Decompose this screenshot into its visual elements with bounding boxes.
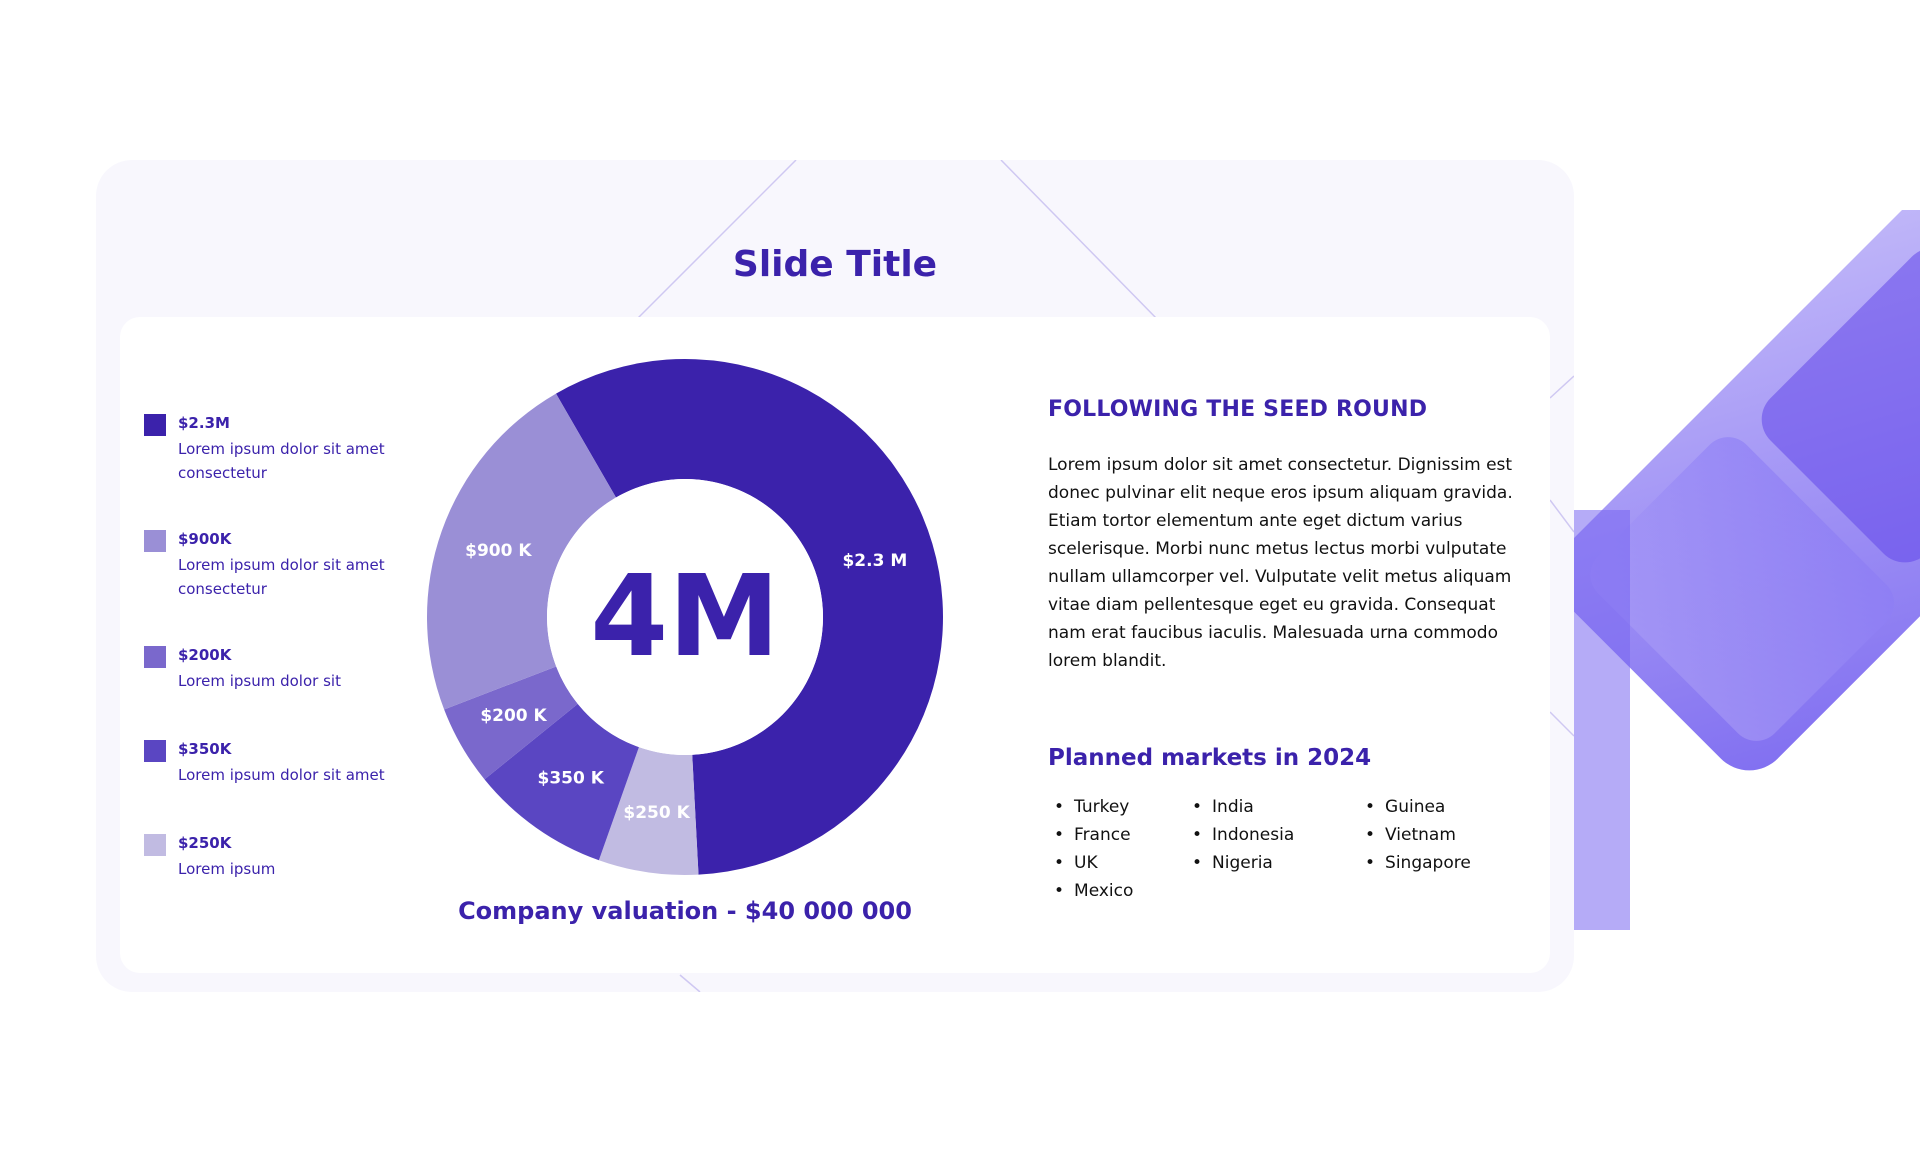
legend-description: Lorem ipsum dolor sit amet	[178, 766, 385, 784]
legend-swatch	[144, 414, 166, 436]
donut-data-label: $350 K	[537, 768, 604, 789]
legend-description: Lorem ipsum dolor sit	[178, 672, 341, 690]
legend-description: Lorem ipsum	[178, 860, 276, 878]
market-item: • UK	[1054, 849, 1133, 877]
legend-swatch	[144, 740, 166, 762]
legend-value: $250K	[178, 834, 232, 852]
legend-value: $900K	[178, 530, 232, 548]
content-panel	[120, 317, 1550, 973]
market-item: • Turkey	[1054, 793, 1133, 821]
donut-data-label: $2.3 M	[842, 550, 908, 571]
market-item: • Guinea	[1365, 793, 1471, 821]
market-item: • India	[1192, 793, 1294, 821]
slide-title: Slide Title	[732, 244, 938, 285]
legend-description: Lorem ipsum dolor sit amet consectetur	[178, 556, 385, 598]
valuation-caption: Company valuation - $40 000 000	[458, 897, 912, 925]
decorative-shape	[1560, 210, 1920, 940]
legend-description: Lorem ipsum dolor sit amet consectetur	[178, 440, 385, 482]
legend-swatch	[144, 834, 166, 856]
legend-swatch	[144, 646, 166, 668]
market-item: • Singapore	[1365, 849, 1471, 877]
markets-list	[1192, 793, 1294, 877]
donut-data-label: $900 K	[465, 540, 532, 561]
section-heading: FOLLOWING THE SEED ROUND	[1048, 397, 1428, 422]
markets-heading: Planned markets in 2024	[1048, 745, 1372, 771]
market-item: • France	[1054, 821, 1133, 849]
market-item: • Indonesia	[1192, 821, 1294, 849]
markets-list	[1054, 793, 1133, 905]
market-item: • Mexico	[1054, 877, 1133, 905]
market-item: • Nigeria	[1192, 849, 1294, 877]
markets-list	[1365, 793, 1471, 877]
slide-card	[96, 160, 1574, 992]
legend-value: $200K	[178, 646, 232, 664]
legend-swatch	[144, 530, 166, 552]
donut-data-label: $250 K	[623, 802, 690, 823]
legend-value: $2.3M	[178, 414, 230, 432]
legend-value: $350K	[178, 740, 232, 758]
market-item: • Vietnam	[1365, 821, 1471, 849]
section-body: Lorem ipsum dolor sit amet consectetur. Dignissim est donec pulvinar elit neque eros ipsum aliquam gravida. Etiam tortor elementum ante eget dictum varius scelerisque. Morbi nunc metus lectus morbi vulputate nullam ullamcorper vel. Vulputate velit metus aliquam vitae diam pellentesque eget eu gravida. Consequat nam erat faucibus iaculis. Malesuada urna commodo lorem blandit.	[1048, 455, 1513, 671]
donut-center-label: 4M	[590, 552, 780, 682]
donut-chart	[420, 352, 950, 882]
donut-data-label: $200 K	[480, 706, 547, 726]
